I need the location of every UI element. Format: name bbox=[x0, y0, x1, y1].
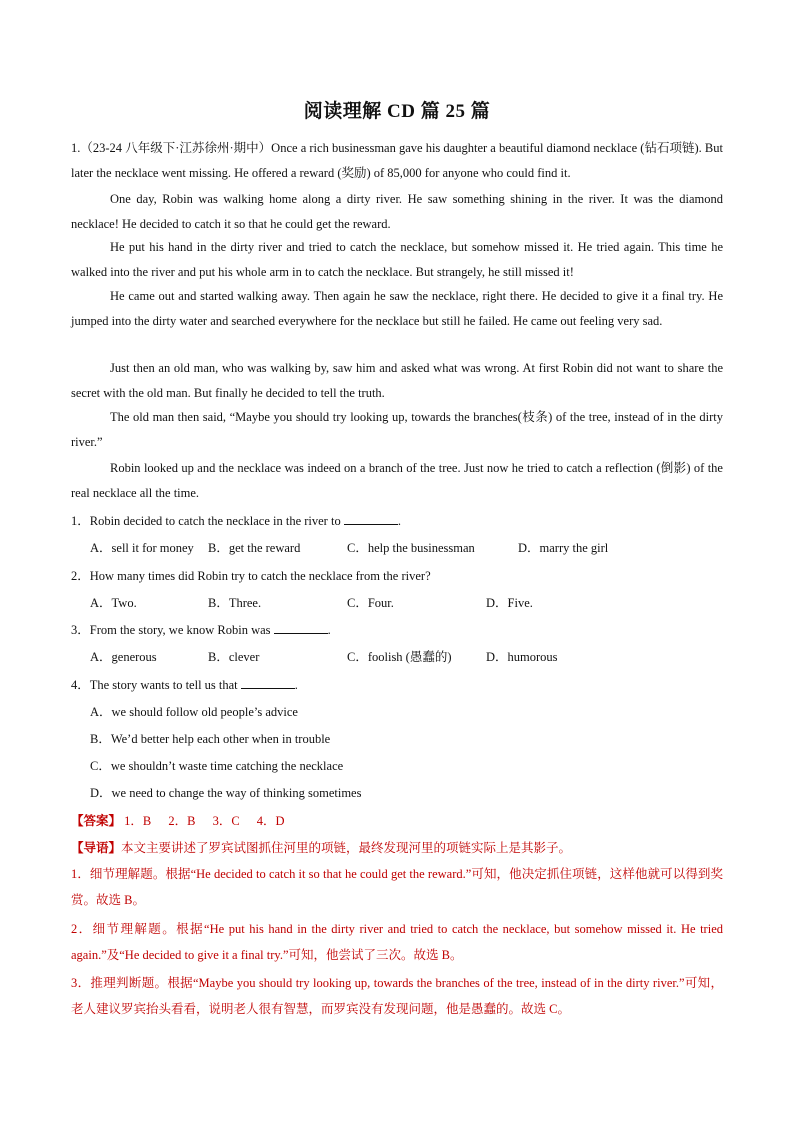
guide-label: 【导语】 bbox=[71, 841, 122, 855]
answer-item: 3．C bbox=[212, 814, 240, 828]
question-end: . bbox=[327, 623, 331, 637]
guide-line bbox=[71, 838, 723, 858]
question-2-options bbox=[90, 593, 730, 613]
page-title: 阅读理解 CD 篇 25 篇 bbox=[303, 101, 491, 122]
question-stem: 4．The story wants to tell us that bbox=[71, 678, 238, 692]
answer-blank bbox=[274, 620, 328, 634]
passage-paragraph: One day, Robin was walking home along a dirty river. He saw something shining in the river. It was the diamond necklace! He decided to catch it so that he could get the reward. bbox=[71, 192, 723, 231]
question-3-options bbox=[90, 647, 730, 667]
option-b[interactable]: B．Three. bbox=[208, 596, 262, 610]
answer-item: 2．B bbox=[168, 814, 196, 828]
question-stem: 3．From the story, we know Robin was bbox=[71, 623, 271, 637]
answer-item: 1．B bbox=[124, 814, 152, 828]
passage-paragraph: Just then an old man, who was walking by, saw him and asked what was wrong. At first Robin did not want to share the secret with the old man. But finally he decided to tell the truth. bbox=[71, 361, 723, 400]
passage-paragraph: He came out and started walking away. Then again he saw the necklace, right there. He decided to give it a final try. He jumped into the dirty water and searched everywhere for the necklace but still he failed. He came out feeling very sad. bbox=[71, 289, 723, 328]
option-c[interactable]: C．Four. bbox=[347, 596, 394, 610]
question-stem: 1．Robin decided to catch the necklace in the river to bbox=[71, 514, 341, 528]
answer-blank bbox=[241, 675, 295, 689]
option-b[interactable]: B．We’d better help each other when in trouble bbox=[90, 732, 331, 746]
question-end: . bbox=[294, 678, 298, 692]
passage-intro: 1.（23-24 八年级下·江苏徐州·期中）Once a rich businessman gave his daughter a beautiful diamond necklace (钻石项链). But later the necklace went missing. He offered a reward (奖励) of 85,000 for anyone who could find it. bbox=[71, 141, 723, 180]
answer-label: 【答案】 bbox=[71, 814, 122, 828]
option-a[interactable]: A．Two. bbox=[90, 596, 137, 610]
option-a[interactable]: A．generous bbox=[90, 650, 157, 664]
option-d[interactable]: D．Five. bbox=[486, 596, 533, 610]
passage-paragraph: Robin looked up and the necklace was indeed on a branch of the tree. Just now he tried to catch a reflection (倒影) of the real necklace all the time. bbox=[71, 461, 723, 500]
question-2 bbox=[71, 566, 723, 586]
explanation-1: 1．细节理解题。根据“He decided to catch it so that he could get the reward.”可知，他决定抓住项链，这样他就可以得到奖赏。故选 B。 bbox=[71, 867, 723, 907]
question-1-options bbox=[90, 538, 730, 558]
option-d[interactable]: D．humorous bbox=[486, 650, 558, 664]
explanation-3: 3．推理判断题。根据“Maybe you should try looking up, towards the branches of the tree, instead of in the dirty river.”可知，老人建议罗宾抬头看看，说明老人很有智慧，而罗宾没有发现问题，他是愚蠢的。故选 C。 bbox=[71, 976, 723, 1016]
question-stem: 2．How many times did Robin try to catch the necklace from the river? bbox=[71, 569, 431, 583]
option-b[interactable]: B．get the reward bbox=[208, 541, 301, 555]
option-d[interactable]: D．marry the girl bbox=[518, 541, 609, 555]
question-3 bbox=[71, 620, 723, 640]
option-c[interactable]: C．foolish (愚蠢的) bbox=[347, 650, 452, 664]
option-a[interactable]: A．sell it for money bbox=[90, 541, 194, 555]
option-a[interactable]: A．we should follow old people’s advice bbox=[90, 705, 298, 719]
question-1 bbox=[71, 511, 723, 531]
guide-text: 本文主要讲述了罗宾试图抓住河里的项链，最终发现河里的项链实际上是其影子。 bbox=[121, 841, 572, 855]
answer-line bbox=[71, 811, 723, 831]
passage-paragraph: The old man then said, “Maybe you should try looking up, towards the branches(枝条) of the tree, instead of in the dirty river.” bbox=[71, 410, 723, 449]
explanation-2: 2．细节理解题。根据“He put his hand in the dirty river and tried to catch the necklace, but somehow missed it. He tried again.”及“He decided to give it a final try.”可知，他尝试了三次。故选 B。 bbox=[71, 922, 723, 962]
option-c[interactable]: C．we shouldn’t waste time catching the necklace bbox=[90, 759, 344, 773]
passage-paragraph: He put his hand in the dirty river and tried to catch the necklace, but somehow missed it. He tried again. This time he walked into the river and put his whole arm in to catch the necklace. But strangely, he still missed it! bbox=[71, 240, 723, 279]
option-d[interactable]: D．we need to change the way of thinking sometimes bbox=[90, 786, 362, 800]
answer-item: 4．D bbox=[256, 814, 285, 828]
question-4 bbox=[71, 675, 723, 695]
answer-blank bbox=[344, 511, 398, 525]
option-c[interactable]: C．help the businessman bbox=[347, 541, 475, 555]
question-end: . bbox=[397, 514, 401, 528]
option-b[interactable]: B．clever bbox=[208, 650, 260, 664]
